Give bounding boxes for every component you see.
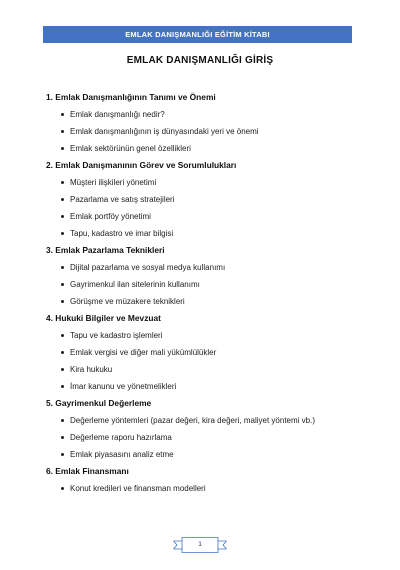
bullet-icon [61,487,64,490]
section-2 [46,157,366,242]
list-item [46,208,366,225]
bullet-icon [61,283,64,286]
bullet-icon [61,130,64,133]
section-4 [46,310,366,395]
page-number-box [173,537,227,553]
bullet-icon [61,181,64,184]
list-item [46,259,366,276]
bullet-icon [61,266,64,269]
list-item-text: Emlak sektörünün genel özellikleri [70,144,191,153]
list-item-text: Pazarlama ve satış stratejileri [70,195,175,204]
bullet-icon [61,436,64,439]
section-item-list [46,259,366,310]
list-item-text: Emlak portföy yönetimi [70,212,151,221]
bullet-icon [61,351,64,354]
list-item-text: Emlak danışmanlığı nedir? [70,110,165,119]
header-bar [43,26,352,43]
list-item [46,412,366,429]
section-item-list [46,480,366,497]
list-item [46,344,366,361]
header-title: EMLAK DANIŞMANLIĞI EĞİTİM KİTABI [125,30,270,39]
list-item-text: Değerleme raporu hazırlama [70,433,172,442]
section-5 [46,395,366,463]
list-item [46,106,366,123]
list-item-text: Değerleme yöntemleri (pazar değeri, kira değeri, maliyet yöntemi vb.) [70,416,315,425]
bullet-icon [61,113,64,116]
section-heading: 5. Gayrimenkul Değerleme [46,398,152,408]
list-item-text: Konut kredileri ve finansman modelleri [70,484,206,493]
document-title: EMLAK DANIŞMANLIĞI GİRİŞ [126,55,274,66]
page-number: 1 [198,541,202,548]
section-item-list [46,412,366,463]
section-item-list [46,106,366,157]
bullet-icon [61,368,64,371]
bullet-icon [61,419,64,422]
list-item [46,293,366,310]
section-heading: 2. Emlak Danışmanının Görev ve Sorumlulukları [46,160,237,170]
bullet-icon [61,147,64,150]
list-item [46,191,366,208]
list-item-text: Emlak piyasasını analiz etme [70,450,174,459]
bullet-icon [61,215,64,218]
list-item [46,174,366,191]
list-item-text: Tapu, kadastro ve imar bilgisi [70,229,174,238]
list-item-text: İmar kanunu ve yönetmelikleri [70,382,177,391]
section-heading: 4. Hukuki Bilgiler ve Mevzuat [46,313,161,323]
section-6 [46,463,366,497]
section-heading: 3. Emlak Pazarlama Teknikleri [46,245,165,255]
list-item [46,276,366,293]
section-3 [46,242,366,310]
list-item-text: Gayrimenkul ilan sitelerinin kullanımı [70,280,200,289]
list-item-text: Müşteri ilişkileri yönetimi [70,178,157,187]
bullet-icon [61,385,64,388]
bullet-icon [61,453,64,456]
list-item [46,140,366,157]
list-item [46,429,366,446]
list-item-text: Emlak danışmanlığının iş dünyasındaki yeri ve önemi [70,127,259,136]
list-item [46,123,366,140]
list-item-text: Görüşme ve müzakere teknikleri [70,297,185,306]
section-item-list [46,174,366,242]
list-item [46,225,366,242]
list-item-text: Tapu ve kadastro işlemleri [70,331,163,340]
bullet-icon [61,334,64,337]
list-item [46,446,366,463]
section-item-list [46,327,366,395]
list-item-text: Emlak vergisi ve diğer mali yükümlülükler [70,348,217,357]
list-item [46,378,366,395]
list-item-text: Kira hukuku [70,365,113,374]
list-item [46,361,366,378]
list-item-text: Dijital pazarlama ve sosyal medya kullanımı [70,263,226,272]
document-content [46,89,366,497]
section-1 [46,89,366,157]
bullet-icon [61,300,64,303]
section-heading: 6. Emlak Finansmanı [46,466,129,476]
section-heading: 1. Emlak Danışmanlığının Tanımı ve Önemi [46,92,216,102]
bullet-icon [61,198,64,201]
list-item [46,327,366,344]
bullet-icon [61,232,64,235]
list-item [46,480,366,497]
